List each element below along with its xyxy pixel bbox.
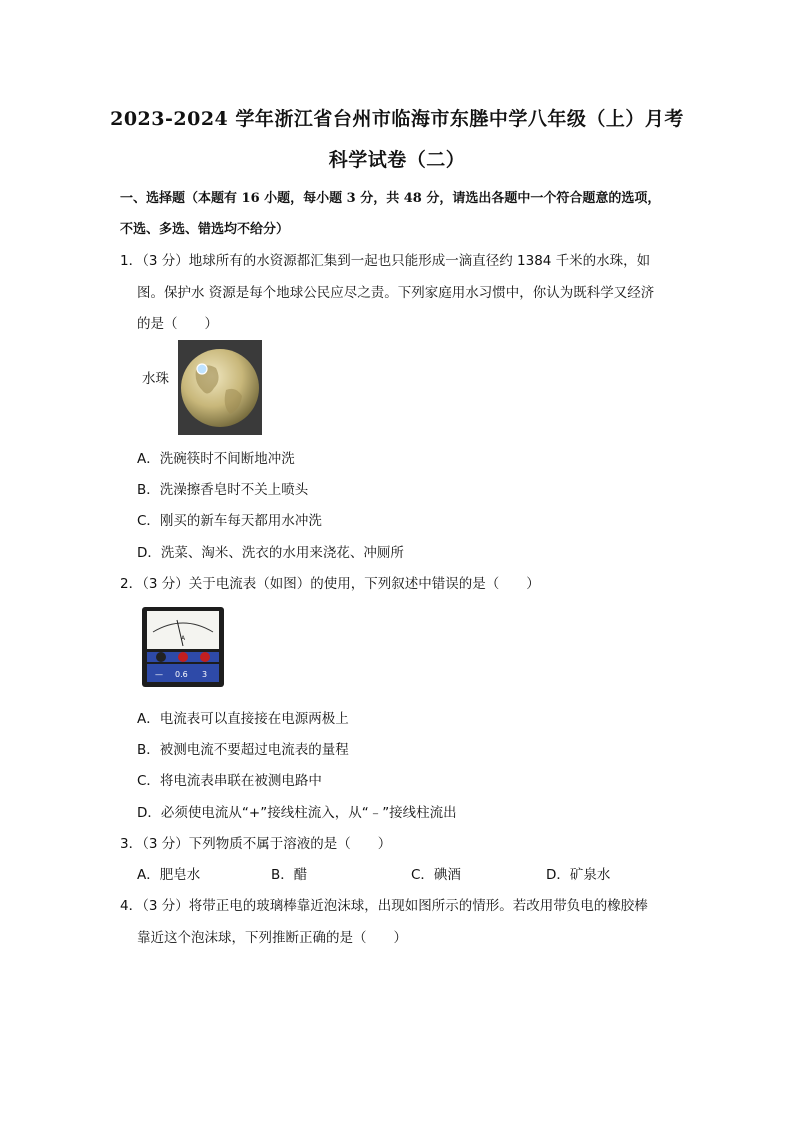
exam-title-line2: 科学试卷（二） bbox=[328, 149, 466, 171]
question-4-line1: 4．（3 分）将带正电的玻璃棒靠近泡沫球，出现如图所示的情形。若改用带负电的橡胶棒 bbox=[120, 898, 648, 914]
q3-option-d: D．矿泉水 bbox=[546, 867, 611, 883]
q2-option-a: A．电流表可以直接接在电源两极上 bbox=[137, 711, 349, 727]
q2-option-d: D．必须使电流从“+”接线柱流入，从“﹣”接线柱流出 bbox=[137, 805, 457, 821]
svg-text:A: A bbox=[181, 635, 186, 642]
question-4-line2: 靠近这个泡沫球，下列推断正确的是（ ） bbox=[137, 930, 407, 946]
earth-water-drop-image bbox=[178, 340, 262, 435]
q3-option-a: A．肥皂水 bbox=[137, 867, 201, 883]
question-1-line1: 1．（3 分）地球所有的水资源都汇集到一起也只能形成一滴直径约 1384 千米的水珠，如 bbox=[120, 253, 651, 269]
question-3-line1: 3．（3 分）下列物质不属于溶液的是（ ） bbox=[120, 836, 392, 852]
exam-title-line1: 2023-2024 学年浙江省台州市临海市东塍中学八年级（上）月考 bbox=[110, 108, 684, 130]
q1-option-d: D．洗菜、淘米、洗衣的水用来浇花、冲厕所 bbox=[137, 545, 404, 561]
q2-option-b: B．被测电流不要超过电流表的量程 bbox=[137, 742, 349, 758]
ammeter-terminal-minus: — bbox=[155, 670, 163, 679]
question-1-line2: 图。保护水 资源是每个地球公民应尽之责。下列家庭用水习惯中，你认为既科学又经济 bbox=[137, 285, 655, 301]
water-drop-label: 水珠 bbox=[142, 371, 169, 387]
q1-option-c: C．刚买的新车每天都用水冲洗 bbox=[137, 513, 322, 529]
question-1-line3: 的是（ ） bbox=[137, 316, 218, 332]
ammeter-image bbox=[141, 606, 225, 688]
q3-option-b: B．醋 bbox=[271, 867, 308, 883]
q2-option-c: C．将电流表串联在被测电路中 bbox=[137, 773, 322, 789]
ammeter-terminal-3: 3 bbox=[202, 670, 208, 679]
q1-option-b: B．洗澡擦香皂时不关上喷头 bbox=[137, 482, 309, 498]
q3-option-c: C．碘酒 bbox=[411, 867, 461, 883]
section-header-line2: 不选、多选、错选均不给分） bbox=[120, 222, 290, 237]
q1-option-a: A．洗碗筷时不间断地冲洗 bbox=[137, 451, 295, 467]
section-header-line1: 一、选择题（本题有 16 小题，每小题 3 分，共 48 分，请选出各题中一个符合题意的选项， bbox=[120, 191, 661, 206]
question-2-line1: 2．（3 分）关于电流表（如图）的使用，下列叙述中错误的是（ ） bbox=[120, 576, 540, 592]
ammeter-terminal-0-6: 0.6 bbox=[175, 670, 188, 679]
